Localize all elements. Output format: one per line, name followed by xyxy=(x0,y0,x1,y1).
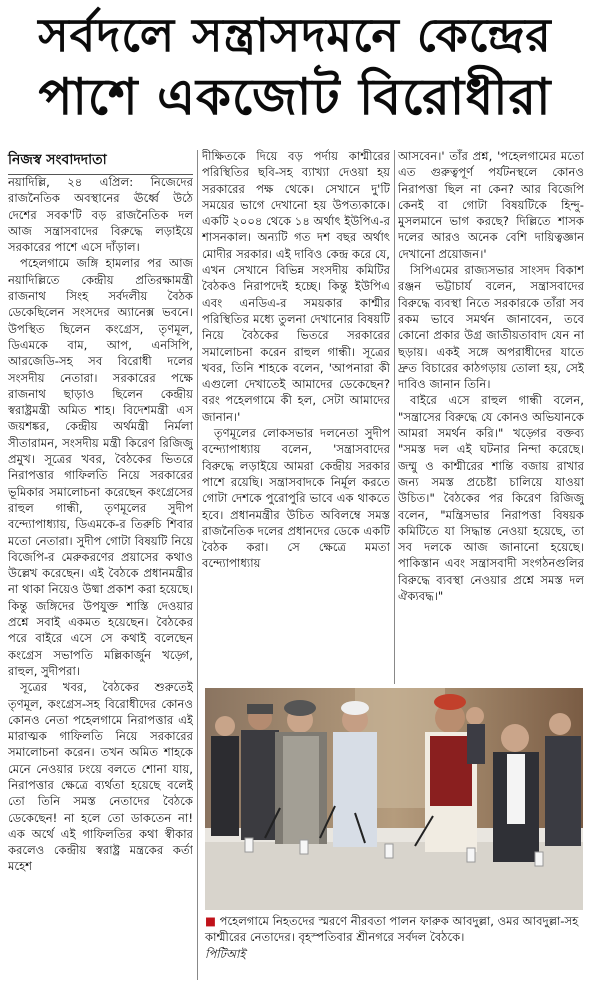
meeting-photo-illustration xyxy=(205,688,583,910)
paragraph: সিপিএমের রাজ্যসভার সাংসদ বিকাশ রঞ্জন ভট্টাচার্য বলেন, সন্ত্রাসবাদের বিরুদ্ধে ব্যবস্থা নিতে সরকারকে তাঁরা সব রকম ভাবে সমর্থন জানাবেন, তবে কোনো প্রকার উগ্র জাতীয়তাবাদ যেন না ছড়ায়। একই সঙ্গে অপরাধীদের যাতে দ্রুত বিচারের কাঠগড়ায় তোলা হয়, সেই দাবিও জানান তিনি। xyxy=(398,263,584,392)
paragraph: দীক্ষিতকে দিয়ে বড় পর্দায় কাশ্মীরের পরিস্থিতির ছবি-সহ ব্যাখ্যা দেওয়া হয় সরকারের পক্ষ থেকে। সেখানে দু'টি সময়ের ভাগে দেখানো হয় উপত্যকাকে। একটি ২০০৪ থেকে ১৪ অর্থাৎ ইউপিএ-র শাসনকাল। অন্যটি গত দশ বছর অর্থাৎ মোদীর সরকার। এই দাবিও কেন্দ্র করে যে, এখন সেখানে বিভিন্ন সংসদীয় কমিটির বৈঠকও নিরাপদেই হচ্ছে। কিন্তু ইউপিএ এবং এনডিএ-র সময়কার কাশ্মীর পরিস্থিতির মধ্যে তুলনা দেখানোর বিষয়টি নিয়ে বৈঠকের ভিতরে সরকারের সমালোচনা করেন রাহুল গান্ধী। সূত্রের খবর, তিনি শাহকে বলেন, 'আপনারা কী এগুলো দেখাতেই আমাদের ডেকেছেন? বরং পহেলগামে কী হল, সেটা আমাদের জানান।' xyxy=(202,149,390,424)
paragraph: আসবেন।' তাঁর প্রশ্ন, 'পহেলগামের মতো এত গুরুত্বপূর্ণ পর্যটনস্থলে কোনও নিরাপত্তা ছিল না কেন? আর বিজেপি কেনই বা গোটা বিষয়টিকে হিন্দু-মুসলমানে ভাগ করছে? দিল্লিতে শাসক দলের আরও অনেক বেশি দায়িত্বজ্ঞান দেখানো প্রয়োজন।' xyxy=(398,149,584,261)
caption-marker: ■ xyxy=(205,914,216,928)
caption-text: পহেলগামে নিহতদের স্মরণে নীরবতা পালন ফারুক আবদুল্লা, ওমর আবদুল্লা-সহ কাশ্মীরের নেতাদের। বৃহস্পতিবার শ্রীনগরে সর্বদল বৈঠকে। xyxy=(205,914,579,945)
headline-line-1: সর্বদলে সন্ত্রাসদমনে কেন্দ্রের xyxy=(38,8,552,62)
paragraph: তৃণমূলের লোকসভার দলনেতা সুদীপ বন্দ্যোপাধ্যায় বলেন, 'সন্ত্রাসবাদের বিরুদ্ধে লড়াইয়ে আমরা কেন্দ্রীয় সরকার পাশে রয়েছি। সন্ত্রাসবাদকে নির্মূল করতে গোটা দেশকে পুরোপুরি ভাবে এক থাকতে হবে। প্রধানমন্ত্রীর উচিত অবিলম্বে সমস্ত রাজনৈতিক দলের প্রধানদের ডেকে একটি বৈঠক করা। সে ক্ষেত্রে মমতা বন্দ্যোপাধ্যায় xyxy=(202,426,390,571)
paragraph: নয়াদিল্লি, ২৪ এপ্রিল: নিজেদের রাজনৈতিক অবস্থানের ঊর্ধ্বে উঠে দেশের সবক'টি বড় রাজনৈতিক দল আজ সন্ত্রাসবাদের বিরুদ্ধে লড়াইয়ে সরকারের পাশে এসে দাঁড়াল। xyxy=(8,175,193,255)
article-column-2 xyxy=(202,148,390,684)
headline xyxy=(8,6,582,130)
paragraph: সূত্রের খবর, বৈঠকের শুরুতেই তৃণমূল, কংগ্রেস-সহ বিরোধীদের কোনও কোনও নেতা পহেলগামে নিরাপত্তার এই মারাত্মক গাফিলতি নিয়ে সরকারের সমালোচনা করেন। তখন অমিত শাহকে মেনে নেওয়ার ঢংয়ে বলতে শোনা যায়, নিরাপত্তার ক্ষেত্রে ব্যর্থতা হয়েছে বলেই তো তিনি সমস্ত নেতাদের বৈঠকে ডেকেছেন! না হলে তো ডাকতেন না! এক অর্থে এই গাফিলতির কথা স্বীকার করলেও কেন্দ্রীয় স্বরাষ্ট্র মন্ত্রকের কর্তা মহেশ xyxy=(8,680,193,874)
paragraph: বাইরে এসে রাহুল গান্ধী বলেন, "সন্ত্রাসের বিরুদ্ধে যে কোনও অভিযানকে আমরা সমর্থন করি।" খড়্গের বক্তব্য "সমস্ত দল এই ঘটনার নিন্দা করেছে। জম্মু ও কাশ্মীরের শান্তি বজায় রাখার জন্য সমস্ত প্রচেষ্টা চালিয়ে যাওয়া উচিত।" বৈঠকের পর কিরেণ রিজিজু বলেন, "মন্ত্রিসভার নিরাপত্তা বিষয়ক কমিটিতে যা সিদ্ধান্ত নেওয়া হয়েছে, তা সব দলকে আজ জানানো হয়েছে। পাকিস্তান এবং সন্ত্রাসবাদী সংগঠনগুলির বিরুদ্ধে ব্যবস্থা নেওয়ার প্রশ্নে সমস্ত দল ঐক্যবদ্ধ।" xyxy=(398,393,584,604)
column-divider xyxy=(197,150,198,980)
photo-credit: পিটিআই xyxy=(205,946,246,961)
news-photo xyxy=(205,688,583,910)
paragraph: পহেলগামে জঙ্গি হামলার পর আজ নয়াদিল্লিতে কেন্দ্রীয় প্রতিরক্ষামন্ত্রী রাজনাথ সিংহ সর্বদলীয় বৈঠক ডেকেছিলেন সংসদের অ্যানেক্স ভবনে। উপস্থিত ছিলেন কংগ্রেস, তৃণমূল, ডিএমকে বাম, আপ, এনসিপি, আরজেডি-সহ সব বিরোধী দলের সংসদীয় নেতারা। সরকারের পক্ষে রাজনাথ ছাড়াও ছিলেন কেন্দ্রীয় স্বরাষ্ট্রমন্ত্রী অমিত শাহ। বিদেশমন্ত্রী এস জয়শঙ্কর, কেন্দ্রীয় অর্থমন্ত্রী নির্মলা সীতারামন, সংসদীয় মন্ত্রী কিরেণ রিজিজু প্রমুখ। সূত্রের খবর, বৈঠকের ভিতরে নিরাপত্তার গাফিলতি নিয়ে সরকারের ভূমিকার সমালোচনা করেছেন কংগ্রেসের রাহুল গান্ধী, তৃণমূলের সুদীপ বন্দ্যোপাধ্যায়, ডিএমকে-র তিরুচি শিবার মতো নেতারা। সুদীপ গোটা বিষয়টি নিয়ে বিজেপি-র মেরুকরণের প্রয়াসের কথাও উল্লেখ করেছেন। এই বৈঠকে প্রধানমন্ত্রীর না থাকা নিয়েও উষ্মা প্রকাশ করা হয়েছে। কিন্তু জঙ্গিদের উপযুক্ত শাস্তি দেওয়ার প্রশ্নে সবাই একমত হয়েছেন। বৈঠকের পরে বাইরে এসে সে কথাই বলেছেন কংগ্রেস সভাপতি মল্লিকার্জুন খড়্গে, রাহুল, সুদীপরা। xyxy=(8,256,193,678)
photo-caption xyxy=(205,913,583,962)
article-column-3 xyxy=(398,148,584,684)
headline-line-2: পাশে একজোট বিরোধীরা xyxy=(38,68,552,126)
article-column-1 xyxy=(8,174,193,980)
column-divider xyxy=(394,150,395,684)
byline: নিজস্ব সংবাদদাতা xyxy=(8,148,193,175)
